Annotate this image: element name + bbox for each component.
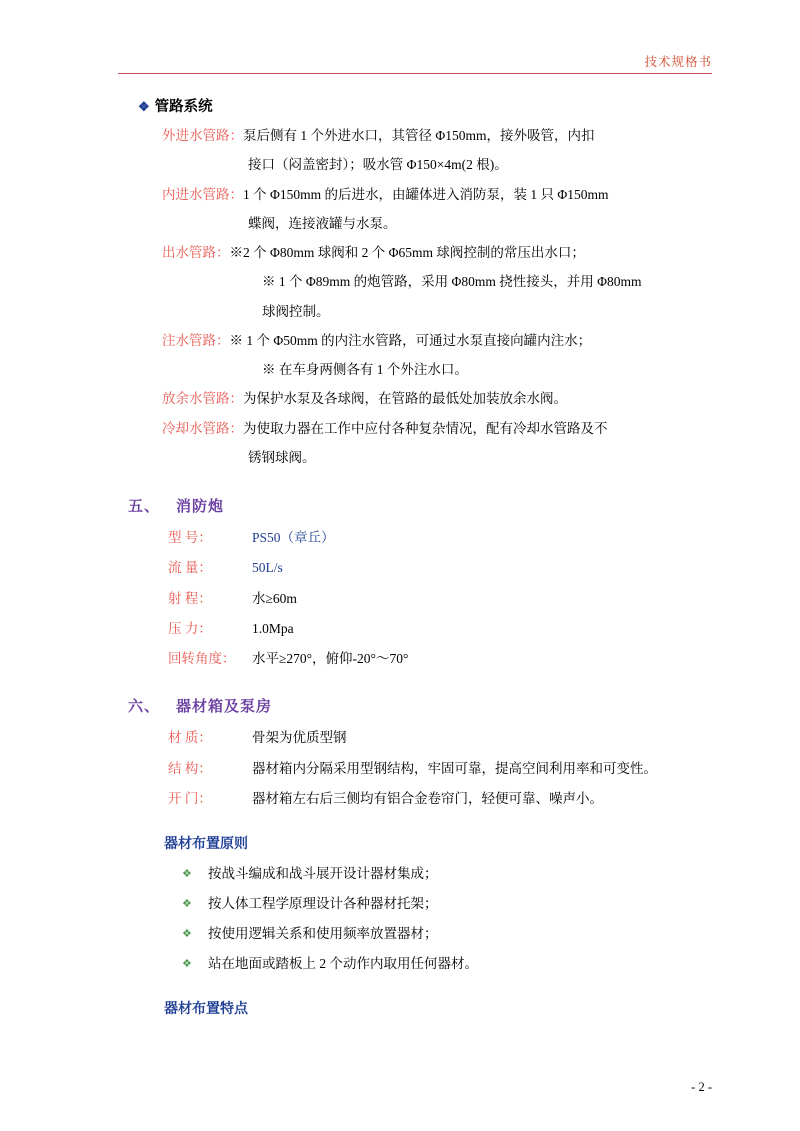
pipe-row xyxy=(162,330,718,352)
pipe-row-cont: 锈钢球阀。 xyxy=(248,449,316,465)
diamond-bullet-icon: ❖ xyxy=(182,898,192,911)
section-six-number: 六、 xyxy=(128,698,161,716)
pipe-system-block xyxy=(118,95,718,469)
equipment-feature-heading: 器材布置特点 xyxy=(164,999,248,1016)
spec-label: 型 号： xyxy=(168,530,212,546)
spec-label: 材 质： xyxy=(168,730,212,746)
pipe-row xyxy=(162,242,718,264)
pipe-row-cont: 接口（闷盖密封）；吸水管 Φ150×4m(2 根)。 xyxy=(248,157,508,173)
section-five-number: 五、 xyxy=(128,498,161,516)
spec-value: 水平≥270°，俯仰-20°～70° xyxy=(252,651,409,667)
spec-value: 1.0Mpa xyxy=(252,620,294,636)
spec-value: 器材箱左右后三侧均有铝合金卷帘门，轻便可靠、噪声小。 xyxy=(252,790,603,806)
spec-label: 压 力： xyxy=(168,620,212,636)
section-five-title: 消防炮 xyxy=(176,498,225,516)
section-six-block xyxy=(118,695,718,1017)
spec-value: 器材箱内分隔采用型钢结构，牢固可靠，提高空间利用率和可变性。 xyxy=(252,760,657,776)
spec-row xyxy=(168,619,718,639)
page-number: - 2 - xyxy=(691,1080,712,1094)
spec-row xyxy=(168,528,718,548)
pipe-row-label: 出水管路： xyxy=(162,245,230,261)
spec-label: 回转角度： xyxy=(168,651,236,667)
header-title: 技术规格书 xyxy=(644,55,712,69)
pipe-row-cont: 蝶阀，连接液罐与水泵。 xyxy=(248,215,397,231)
spec-label: 开 门： xyxy=(168,790,212,806)
pipe-row xyxy=(162,388,718,410)
list-item xyxy=(182,955,718,974)
pipe-row xyxy=(162,418,718,440)
pipe-row-label: 冷却水管路： xyxy=(162,420,243,436)
pipe-row-body: 1 个 Φ150mm 的后进水，由罐体进入消防泵，装 1 只 Φ150mm xyxy=(243,186,609,202)
list-item-text: 按战斗编成和战斗展开设计器材集成； xyxy=(208,866,438,882)
list-item xyxy=(182,865,718,884)
page-header xyxy=(118,52,712,74)
equipment-principle-heading: 器材布置原则 xyxy=(164,835,248,852)
pipe-row-cont: 球阀控制。 xyxy=(262,303,330,319)
spec-value: 50L/s xyxy=(252,560,283,576)
spec-value: 骨架为优质型钢 xyxy=(252,730,347,746)
section-five-block xyxy=(118,495,718,669)
pipe-row-cont: ※ 1 个 Φ89mm 的炮管路，采用 Φ80mm 挠性接头，并用 Φ80mm xyxy=(262,274,642,290)
pipe-system-heading xyxy=(138,95,718,116)
spec-value: PS50（章丘） xyxy=(252,530,335,546)
list-item-text: 按使用逻辑关系和使用频率放置器材； xyxy=(208,925,438,941)
pipe-row-body: 泵后侧有 1 个外进水口，其管径 Φ150mm，接外吸管，内扣 xyxy=(243,128,595,143)
spec-row xyxy=(168,789,718,809)
pipe-row-label: 外进水管路： xyxy=(162,128,243,143)
diamond-bullet-icon: ❖ xyxy=(182,927,192,940)
spec-row xyxy=(168,589,718,609)
section-six-heading xyxy=(128,695,718,716)
section-five-heading xyxy=(128,495,718,516)
spec-label: 结 构： xyxy=(168,760,212,776)
list-item xyxy=(182,895,718,914)
diamond-bullet-icon: ❖ xyxy=(182,868,192,881)
pipe-system-heading-text: 管路系统 xyxy=(154,99,213,115)
header-divider xyxy=(118,73,712,74)
list-item-text: 站在地面或踏板上 2 个动作内取用任何器材。 xyxy=(208,955,478,971)
spec-row xyxy=(168,649,718,669)
diamond-bullet-icon: ❖ xyxy=(182,957,192,970)
pipe-row-body: 为保护水泵及各球阀，在管路的最低处加装放余水阀。 xyxy=(243,391,567,407)
pipe-row-body: ※ 1 个 Φ50mm 的内注水管路，可通过水泵直接向罐内注水； xyxy=(229,332,592,348)
section-six-title: 器材箱及泵房 xyxy=(176,698,273,716)
pipe-row-label: 放余水管路： xyxy=(162,391,243,407)
spec-label: 射 程： xyxy=(168,590,212,606)
pipe-row-body: 为使取力器在工作中应付各种复杂情况，配有冷却水管路及不 xyxy=(243,420,608,436)
spec-value: 水≥60m xyxy=(252,590,297,606)
pipe-row-label: 注水管路： xyxy=(162,332,230,348)
pipe-row xyxy=(162,184,718,206)
list-item xyxy=(182,925,718,944)
document-content xyxy=(118,95,718,1030)
list-item-text: 按人体工程学原理设计各种器材托架； xyxy=(208,896,438,912)
pipe-row-label: 内进水管路： xyxy=(162,186,243,202)
pipe-row xyxy=(162,125,718,147)
spec-row xyxy=(168,759,718,779)
spec-label: 流 量： xyxy=(168,560,212,576)
pipe-row-body: ※2 个 Φ80mm 球阀和 2 个 Φ65mm 球阀控制的常压出水口； xyxy=(229,245,585,261)
pipe-row-cont: ※ 在车身两侧各有 1 个外注水口。 xyxy=(262,362,468,378)
spec-row xyxy=(168,728,718,748)
diamond-bullet-icon: ❖ xyxy=(138,99,150,114)
spec-row xyxy=(168,558,718,578)
